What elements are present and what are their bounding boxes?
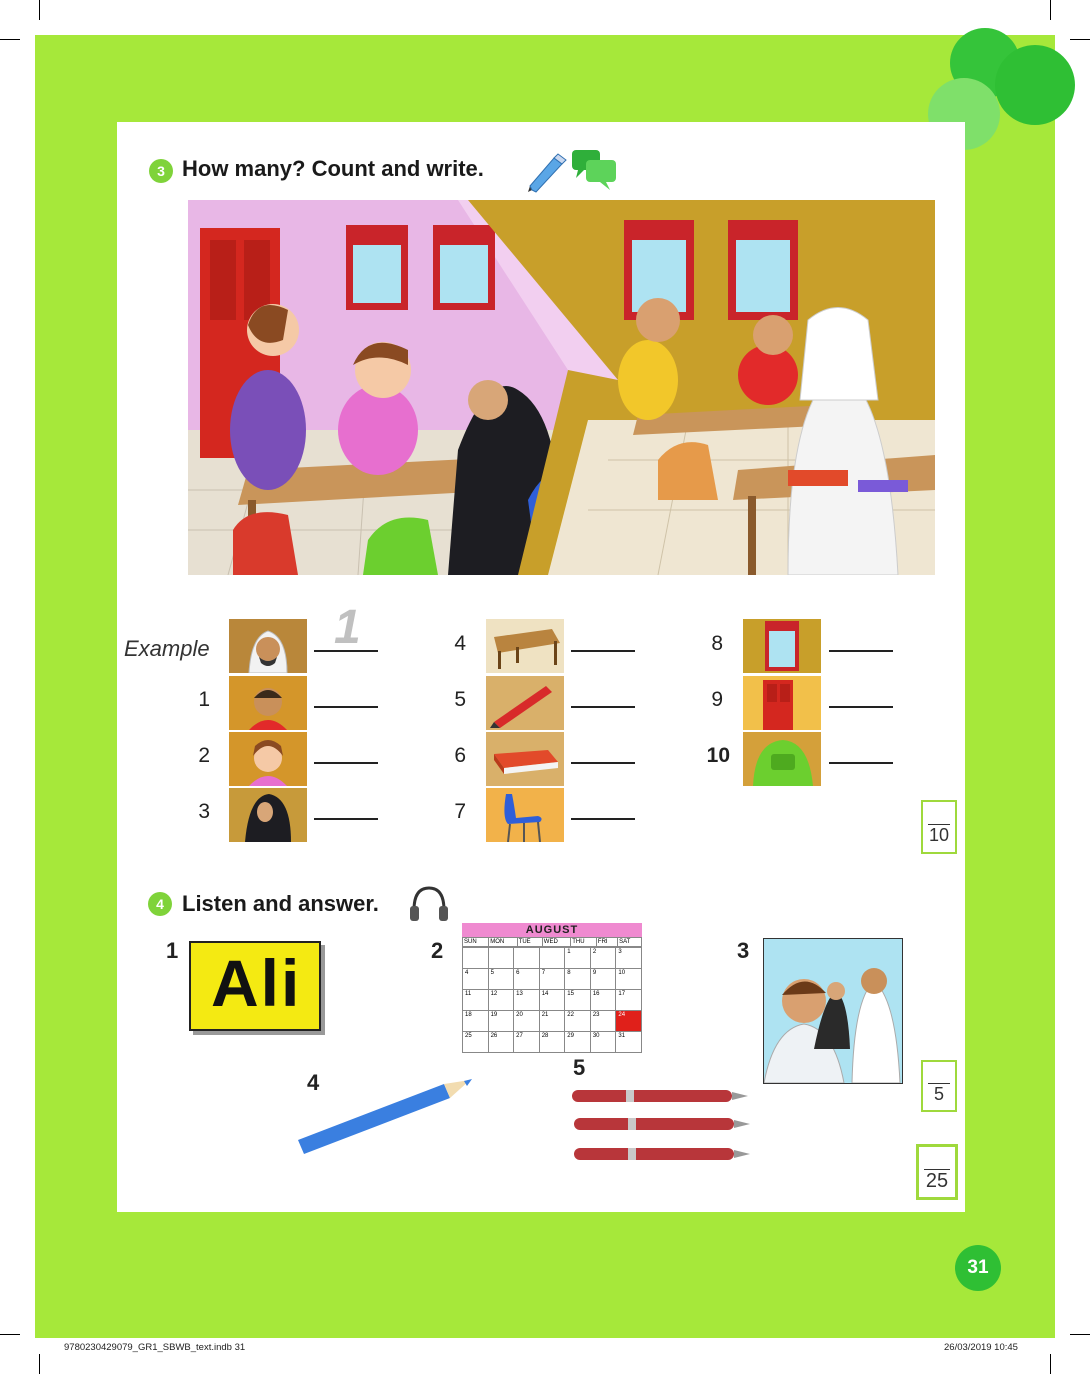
answer-line[interactable]	[571, 818, 635, 820]
item-number: 3	[198, 800, 210, 823]
calendar-day: 4	[463, 969, 489, 990]
answer-line[interactable]	[571, 762, 635, 764]
section-title: How many? Count and write.	[182, 156, 484, 181]
calendar-day	[463, 948, 489, 969]
calendar-day	[488, 948, 514, 969]
calendar-day: 29	[565, 1032, 591, 1053]
calendar-grid	[462, 937, 642, 947]
answer-line[interactable]	[571, 650, 635, 652]
crop-mark	[0, 39, 20, 40]
calendar-day: 27	[514, 1032, 540, 1053]
calendar-day: 20	[514, 1011, 540, 1032]
weekday: SAT	[618, 938, 642, 947]
weekday: SUN	[463, 938, 489, 947]
family-photo	[763, 938, 903, 1084]
classroom-scene	[188, 200, 935, 575]
calendar-day: 16	[590, 990, 616, 1011]
answer-line[interactable]	[314, 818, 378, 820]
weekday: THU	[571, 938, 597, 947]
calendar-day: 14	[539, 990, 565, 1011]
item-number: 2	[431, 938, 444, 963]
calendar-day: 24	[616, 1011, 642, 1032]
name-card-text: Ali	[211, 946, 302, 1020]
section-number: 3	[149, 159, 173, 183]
calendar-day: 10	[616, 969, 642, 990]
answer-line[interactable]	[314, 762, 378, 764]
item-number: 3	[737, 938, 750, 963]
score-total: 5	[933, 1084, 944, 1104]
example-answer: 1	[334, 601, 361, 654]
total-score-box	[916, 1144, 958, 1200]
answer-line[interactable]	[571, 706, 635, 708]
speech-bubbles-icon	[570, 148, 618, 192]
book-icon	[486, 732, 564, 786]
calendar-day: 23	[590, 1011, 616, 1032]
calendar-day: 12	[488, 990, 514, 1011]
schoolbag-icon	[743, 732, 821, 786]
calendar-day: 7	[539, 969, 565, 990]
calendar-month: AUGUST	[462, 923, 642, 937]
crop-mark	[1070, 39, 1090, 40]
boy-face-icon	[229, 676, 307, 730]
calendar-day: 8	[565, 969, 591, 990]
calendar-day: 5	[488, 969, 514, 990]
calendar-day	[539, 948, 565, 969]
answer-line[interactable]	[829, 706, 893, 708]
calendar-day: 19	[488, 1011, 514, 1032]
item-number: 4	[307, 1070, 320, 1095]
item-number: 8	[711, 632, 723, 655]
woman-hijab-icon	[229, 788, 307, 842]
item-number: 4	[454, 632, 466, 655]
item-number: 2	[198, 744, 210, 767]
calendar-day: 9	[590, 969, 616, 990]
total-score: 25	[925, 1170, 949, 1192]
calendar-day	[514, 948, 540, 969]
score-box	[921, 1060, 957, 1112]
item-number: 10	[706, 744, 730, 767]
calendar-day: 6	[514, 969, 540, 990]
section-number: 4	[148, 892, 172, 916]
calendar-day: 1	[565, 948, 591, 969]
item-number: 9	[711, 688, 723, 711]
item-number: 1	[198, 688, 210, 711]
door-icon	[743, 676, 821, 730]
calendar-day: 28	[539, 1032, 565, 1053]
chair-icon	[486, 788, 564, 842]
crop-mark	[1050, 0, 1051, 20]
headphones-icon	[408, 884, 450, 924]
decor-circle	[995, 45, 1075, 125]
crop-mark	[39, 1354, 40, 1374]
calendar-day: 13	[514, 990, 540, 1011]
score-total: 10	[928, 825, 950, 845]
table-icon	[486, 619, 564, 673]
answer-line[interactable]	[314, 650, 378, 652]
section-title: Listen and answer.	[182, 891, 379, 916]
calendar-day: 30	[590, 1032, 616, 1053]
weekday: WED	[542, 938, 570, 947]
example-label: Example	[124, 636, 210, 661]
calendar-day: 25	[463, 1032, 489, 1053]
item-number: 5	[454, 688, 466, 711]
calendar-days	[462, 947, 642, 1053]
crop-mark	[1050, 1354, 1051, 1374]
calendar-day: 15	[565, 990, 591, 1011]
three-pens-icon	[566, 1080, 752, 1170]
score-box	[921, 800, 957, 854]
pencil-thumb-icon	[486, 676, 564, 730]
weekday: MON	[489, 938, 517, 947]
calendar-day: 22	[565, 1011, 591, 1032]
crop-mark	[1070, 1334, 1090, 1335]
thumb-man	[229, 619, 307, 673]
item-number: 6	[454, 744, 466, 767]
calendar-day: 17	[616, 990, 642, 1011]
calendar-day: 26	[488, 1032, 514, 1053]
crop-mark	[0, 1334, 20, 1335]
page-number: 31	[955, 1245, 1001, 1291]
item-number: 1	[166, 938, 179, 963]
calendar	[462, 923, 642, 1045]
calendar-day: 31	[616, 1032, 642, 1053]
calendar-day: 18	[463, 1011, 489, 1032]
answer-line[interactable]	[314, 706, 378, 708]
answer-line[interactable]	[829, 650, 893, 652]
answer-line[interactable]	[829, 762, 893, 764]
calendar-day: 21	[539, 1011, 565, 1032]
crop-mark	[39, 0, 40, 20]
name-card	[189, 941, 321, 1031]
calendar-day: 2	[590, 948, 616, 969]
weekday: TUE	[517, 938, 542, 947]
item-number: 7	[454, 800, 466, 823]
weekday: FRI	[596, 938, 617, 947]
pencil-icon	[524, 150, 568, 194]
calendar-day: 3	[616, 948, 642, 969]
blue-pencil-icon	[294, 1076, 476, 1158]
calendar-day: 11	[463, 990, 489, 1011]
footer-date: 26/03/2019 10:45	[944, 1342, 1018, 1353]
footer-file: 9780230429079_GR1_SBWB_text.indb 31	[64, 1342, 246, 1353]
window-icon	[743, 619, 821, 673]
item-number: 5	[573, 1055, 586, 1080]
girl-face-icon	[229, 732, 307, 786]
